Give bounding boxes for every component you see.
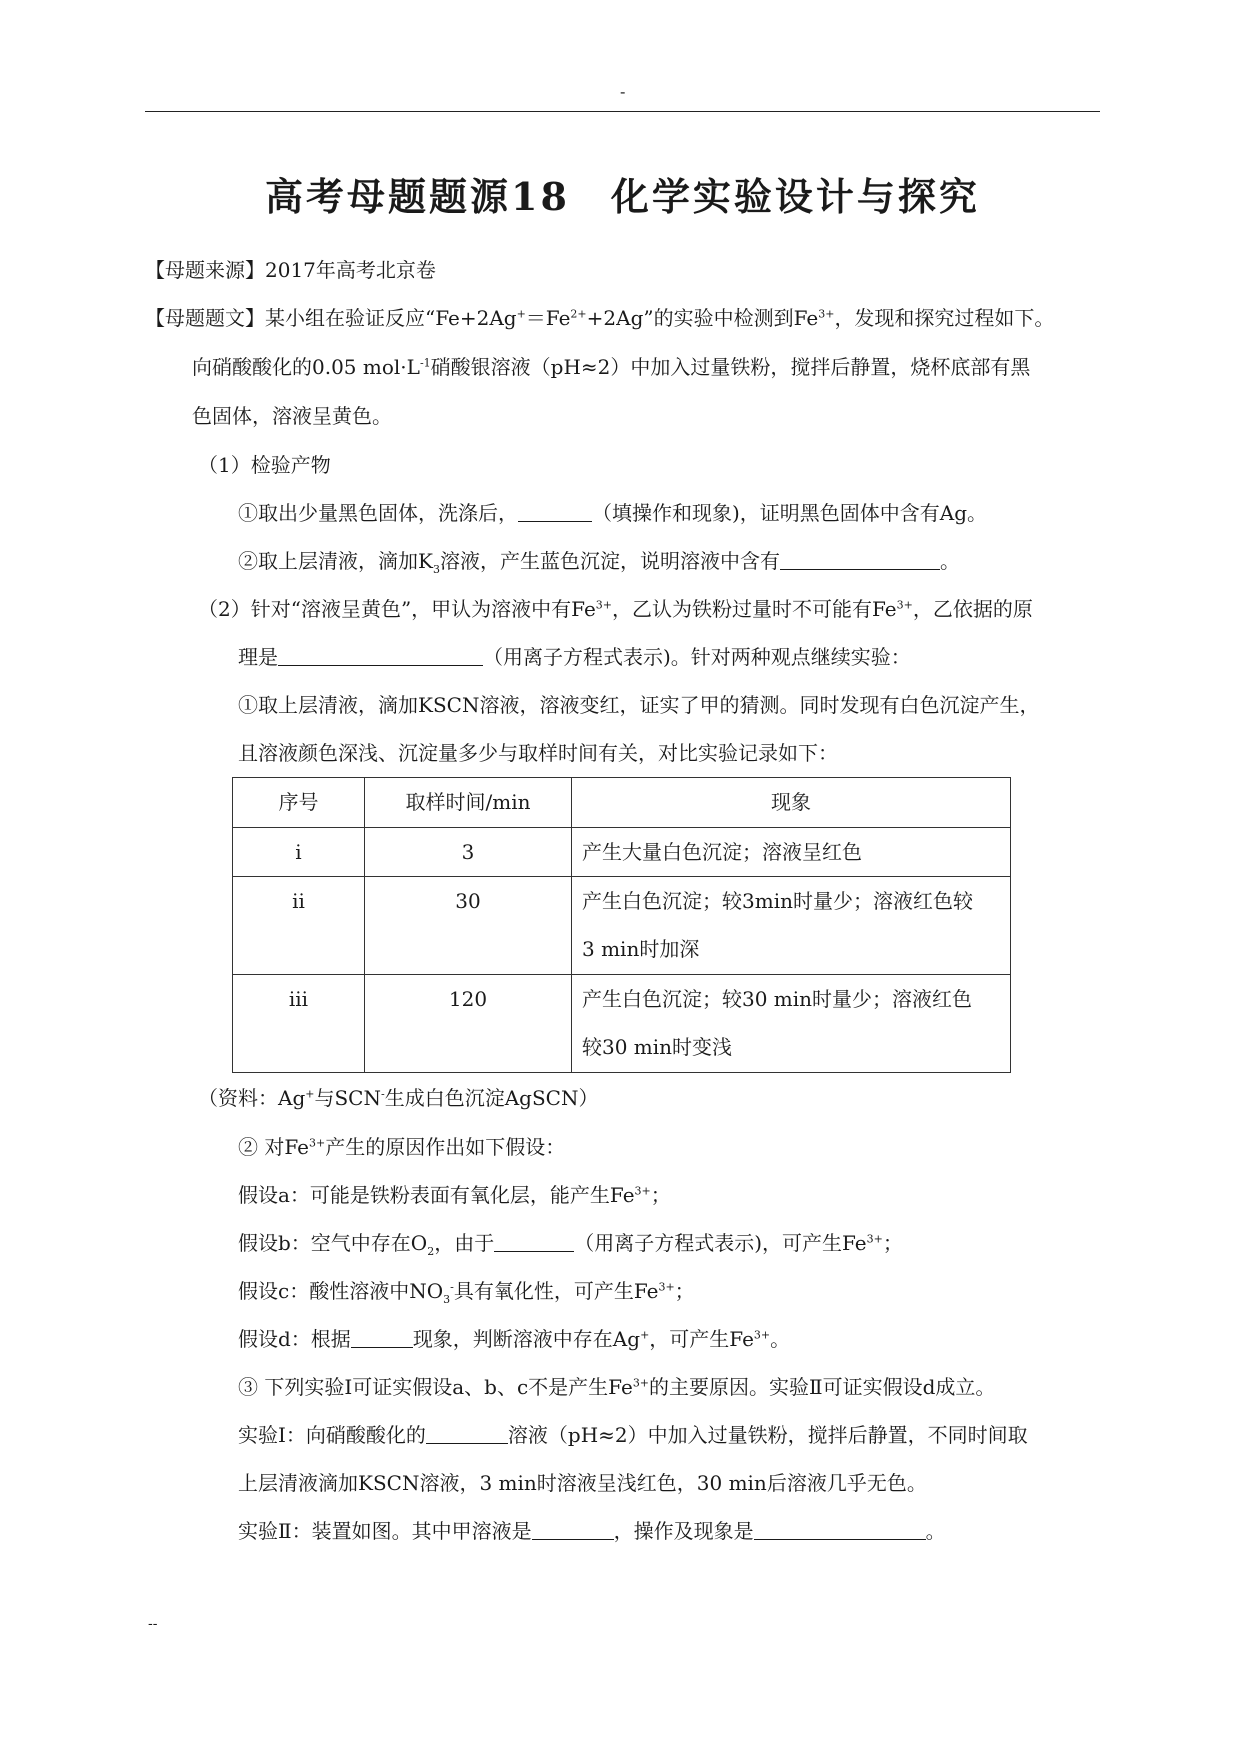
cell-text: 3 [461, 840, 475, 864]
intro-text: ，发现和探究过程如下。 [834, 306, 1055, 330]
line-text: （用离子方程式表示)，可产生Fe [574, 1231, 867, 1255]
answer-blank[interactable] [754, 1519, 926, 1540]
line-text: 假设c：酸性溶液中NO [238, 1279, 444, 1303]
line-text: ； [650, 1183, 671, 1207]
cell-text: 3 min时加深 [582, 937, 700, 961]
line-text: 与SCN [314, 1086, 381, 1110]
line-text: （2）针对“溶液呈黄色”，甲认为溶液中有Fe [198, 597, 596, 621]
line-text: 向硝酸酸化的0.05 mol·L [192, 355, 420, 379]
line-text: 。 [939, 549, 960, 573]
table-row [233, 877, 1011, 975]
cell-text: 120 [448, 987, 488, 1011]
answer-blank[interactable] [351, 1327, 413, 1348]
line-text: 的主要原因。实验Ⅱ可证实假设d成立。 [649, 1375, 996, 1399]
answer-blank[interactable] [780, 549, 940, 570]
cell-text: 产生白色沉淀；较30 min时量少；溶液红色 [582, 987, 973, 1011]
intro-text: ＝Fe [525, 306, 571, 330]
line-text: 现象，判断溶液中存在Ag [412, 1327, 641, 1351]
hypothesis-c [238, 1276, 695, 1306]
sup: 3+ [818, 307, 835, 321]
table-cell [572, 828, 1011, 877]
line-text: 实验Ⅱ：装置如图。其中甲溶液是 [238, 1519, 532, 1543]
question-line2 [192, 352, 1030, 382]
header-cell [233, 778, 365, 828]
source-label: 【母题来源】 [145, 258, 265, 282]
page-title: 高考母题题源18 化学实验设计与探究 [265, 174, 980, 219]
cell-text: 取样时间/min [405, 790, 531, 814]
line-text: （用离子方程式表示)。针对两种观点继续实验： [483, 645, 911, 669]
header-cell [365, 778, 572, 828]
cell-text: 30 [455, 889, 481, 913]
part1-q2 [238, 546, 960, 576]
source-text: 2017年高考北京卷 [265, 258, 436, 282]
header-mark: - [620, 82, 626, 101]
sub: 3 [443, 1293, 451, 1306]
cell-text: 序号 [278, 790, 319, 814]
header-cell [572, 778, 1011, 828]
intro-text: 某小组在验证反应“Fe+2Ag [265, 306, 517, 330]
sup: + [305, 1087, 315, 1101]
cell-text: 产生白色沉淀；较3min时量少；溶液红色较 [582, 889, 973, 913]
table-cell [233, 877, 365, 975]
answer-blank[interactable] [278, 645, 483, 666]
part2-line1 [198, 594, 1033, 624]
cell-text: 较30 min时变浅 [582, 1035, 733, 1059]
sup: 3+ [658, 1280, 675, 1294]
line-text: 溶液（pH≈2）中加入过量铁粉，搅拌后静置，不同时间取 [507, 1423, 1028, 1447]
line-text: 理是 [238, 645, 278, 669]
line-text: 硝酸银溶液（pH≈2）中加入过量铁粉，搅拌后静置，烧杯底部有黑 [430, 355, 1031, 379]
sup: 2+ [570, 307, 587, 321]
line-text: 生成白色沉淀AgSCN） [384, 1086, 599, 1110]
line-text: （资料：Ag [198, 1086, 306, 1110]
sup: + [640, 1328, 650, 1342]
table-cell [572, 975, 1011, 1073]
table-cell [233, 975, 365, 1073]
experiment-2 [238, 1516, 946, 1546]
observation-table [232, 777, 1011, 1073]
line-text: 实验Ⅰ：向硝酸酸化的 [238, 1423, 426, 1447]
line-text: ①取出少量黑色固体，洗涤后， [238, 501, 518, 525]
line-text: 假设a：可能是铁粉表面有氧化层，能产生Fe [238, 1183, 635, 1207]
sup: 3+ [634, 1184, 651, 1198]
table-row [233, 975, 1011, 1073]
part2-q1-line1: ①取上层清液，滴加KSCN溶液，溶液变红，证实了甲的猜测。同时发现有白色沉淀产生， [238, 693, 1040, 717]
footer-mark: -- [148, 1616, 158, 1632]
sup: -1 [419, 356, 431, 370]
line-text: ； [882, 1231, 903, 1255]
sup: + [516, 307, 526, 321]
intro-text: +2Ag”的实验中检测到Fe [586, 306, 819, 330]
table-cell [572, 877, 1011, 975]
line-text: ② 对Fe [238, 1135, 309, 1159]
answer-blank[interactable] [494, 1231, 574, 1252]
line-text: ，操作及现象是 [613, 1519, 754, 1543]
sup: 3+ [595, 598, 613, 612]
hypothesis-a [238, 1180, 671, 1210]
question-intro [145, 303, 1054, 333]
sup: 3+ [753, 1328, 771, 1342]
sub: 3 [432, 563, 440, 576]
sub: 2 [427, 1245, 435, 1258]
line-text: ，乙依据的原 [912, 597, 1033, 621]
table-header-row [233, 778, 1011, 828]
cell-text: ii [292, 889, 305, 913]
line-text: 具有氧化性，可产生Fe [453, 1279, 659, 1303]
header-rule [145, 111, 1100, 112]
answer-blank[interactable] [518, 501, 592, 522]
source-line [145, 255, 436, 285]
question-line3: 色固体，溶液呈黄色。 [192, 404, 392, 428]
sup: - [380, 1087, 385, 1101]
cell-text: 产生大量白色沉淀；溶液呈红色 [582, 840, 862, 864]
line-text: ②取上层清液，滴加K [238, 549, 433, 573]
line-text: 溶液，产生蓝色沉淀，说明溶液中含有 [439, 549, 780, 573]
cell-text: iii [288, 987, 309, 1011]
part2-q3 [238, 1372, 995, 1402]
question-label: 【母题题文】 [145, 306, 265, 330]
sup: 3+ [866, 1232, 883, 1246]
table-row [233, 828, 1011, 877]
part1-title: （1）检验产物 [198, 453, 331, 477]
line-text: ③ 下列实验Ⅰ可证实假设a、b、c不是产生Fe [238, 1375, 633, 1399]
line-text: ，乙认为铁粉过量时不可能有Fe [612, 597, 897, 621]
cell-text: i [295, 840, 302, 864]
sup: - [450, 1280, 454, 1294]
answer-blank[interactable] [532, 1519, 614, 1540]
table-cell [233, 828, 365, 877]
line-text: 产生的原因作出如下假设： [325, 1135, 566, 1159]
line-text: （填操作和现象)，证明黑色固体中含有Ag。 [592, 501, 988, 525]
line-text: 。 [770, 1327, 791, 1351]
reference-note [198, 1083, 598, 1113]
hypothesis-b [238, 1228, 903, 1258]
table-cell [365, 828, 572, 877]
answer-blank[interactable] [426, 1423, 508, 1444]
table-cell [365, 975, 572, 1073]
experiment-1-line2: 上层清液滴加KSCN溶液，3 min时溶液呈浅红色，30 min后溶液几乎无色。 [238, 1471, 927, 1495]
line-text: 假设b：空气中存在O [238, 1231, 428, 1255]
line-text: ，可产生Fe [649, 1327, 754, 1351]
sup: 3+ [896, 598, 913, 612]
part2-q2 [238, 1132, 565, 1162]
table-cell [365, 877, 572, 975]
part2-q1-line2: 且溶液颜色深浅、沉淀量多少与取样时间有关，对比实验记录如下： [238, 741, 838, 765]
cell-text: 现象 [771, 790, 811, 814]
line-text: 假设d：根据 [238, 1327, 351, 1351]
line-text: ，由于 [434, 1231, 495, 1255]
sup: 3+ [308, 1136, 326, 1150]
line-text: ； [674, 1279, 695, 1303]
experiment-1-line1 [238, 1420, 1028, 1450]
part1-q1 [238, 498, 987, 528]
line-text: 。 [925, 1519, 946, 1543]
part2-line2 [238, 642, 911, 672]
sup: 3+ [632, 1376, 650, 1390]
hypothesis-d [238, 1324, 790, 1354]
